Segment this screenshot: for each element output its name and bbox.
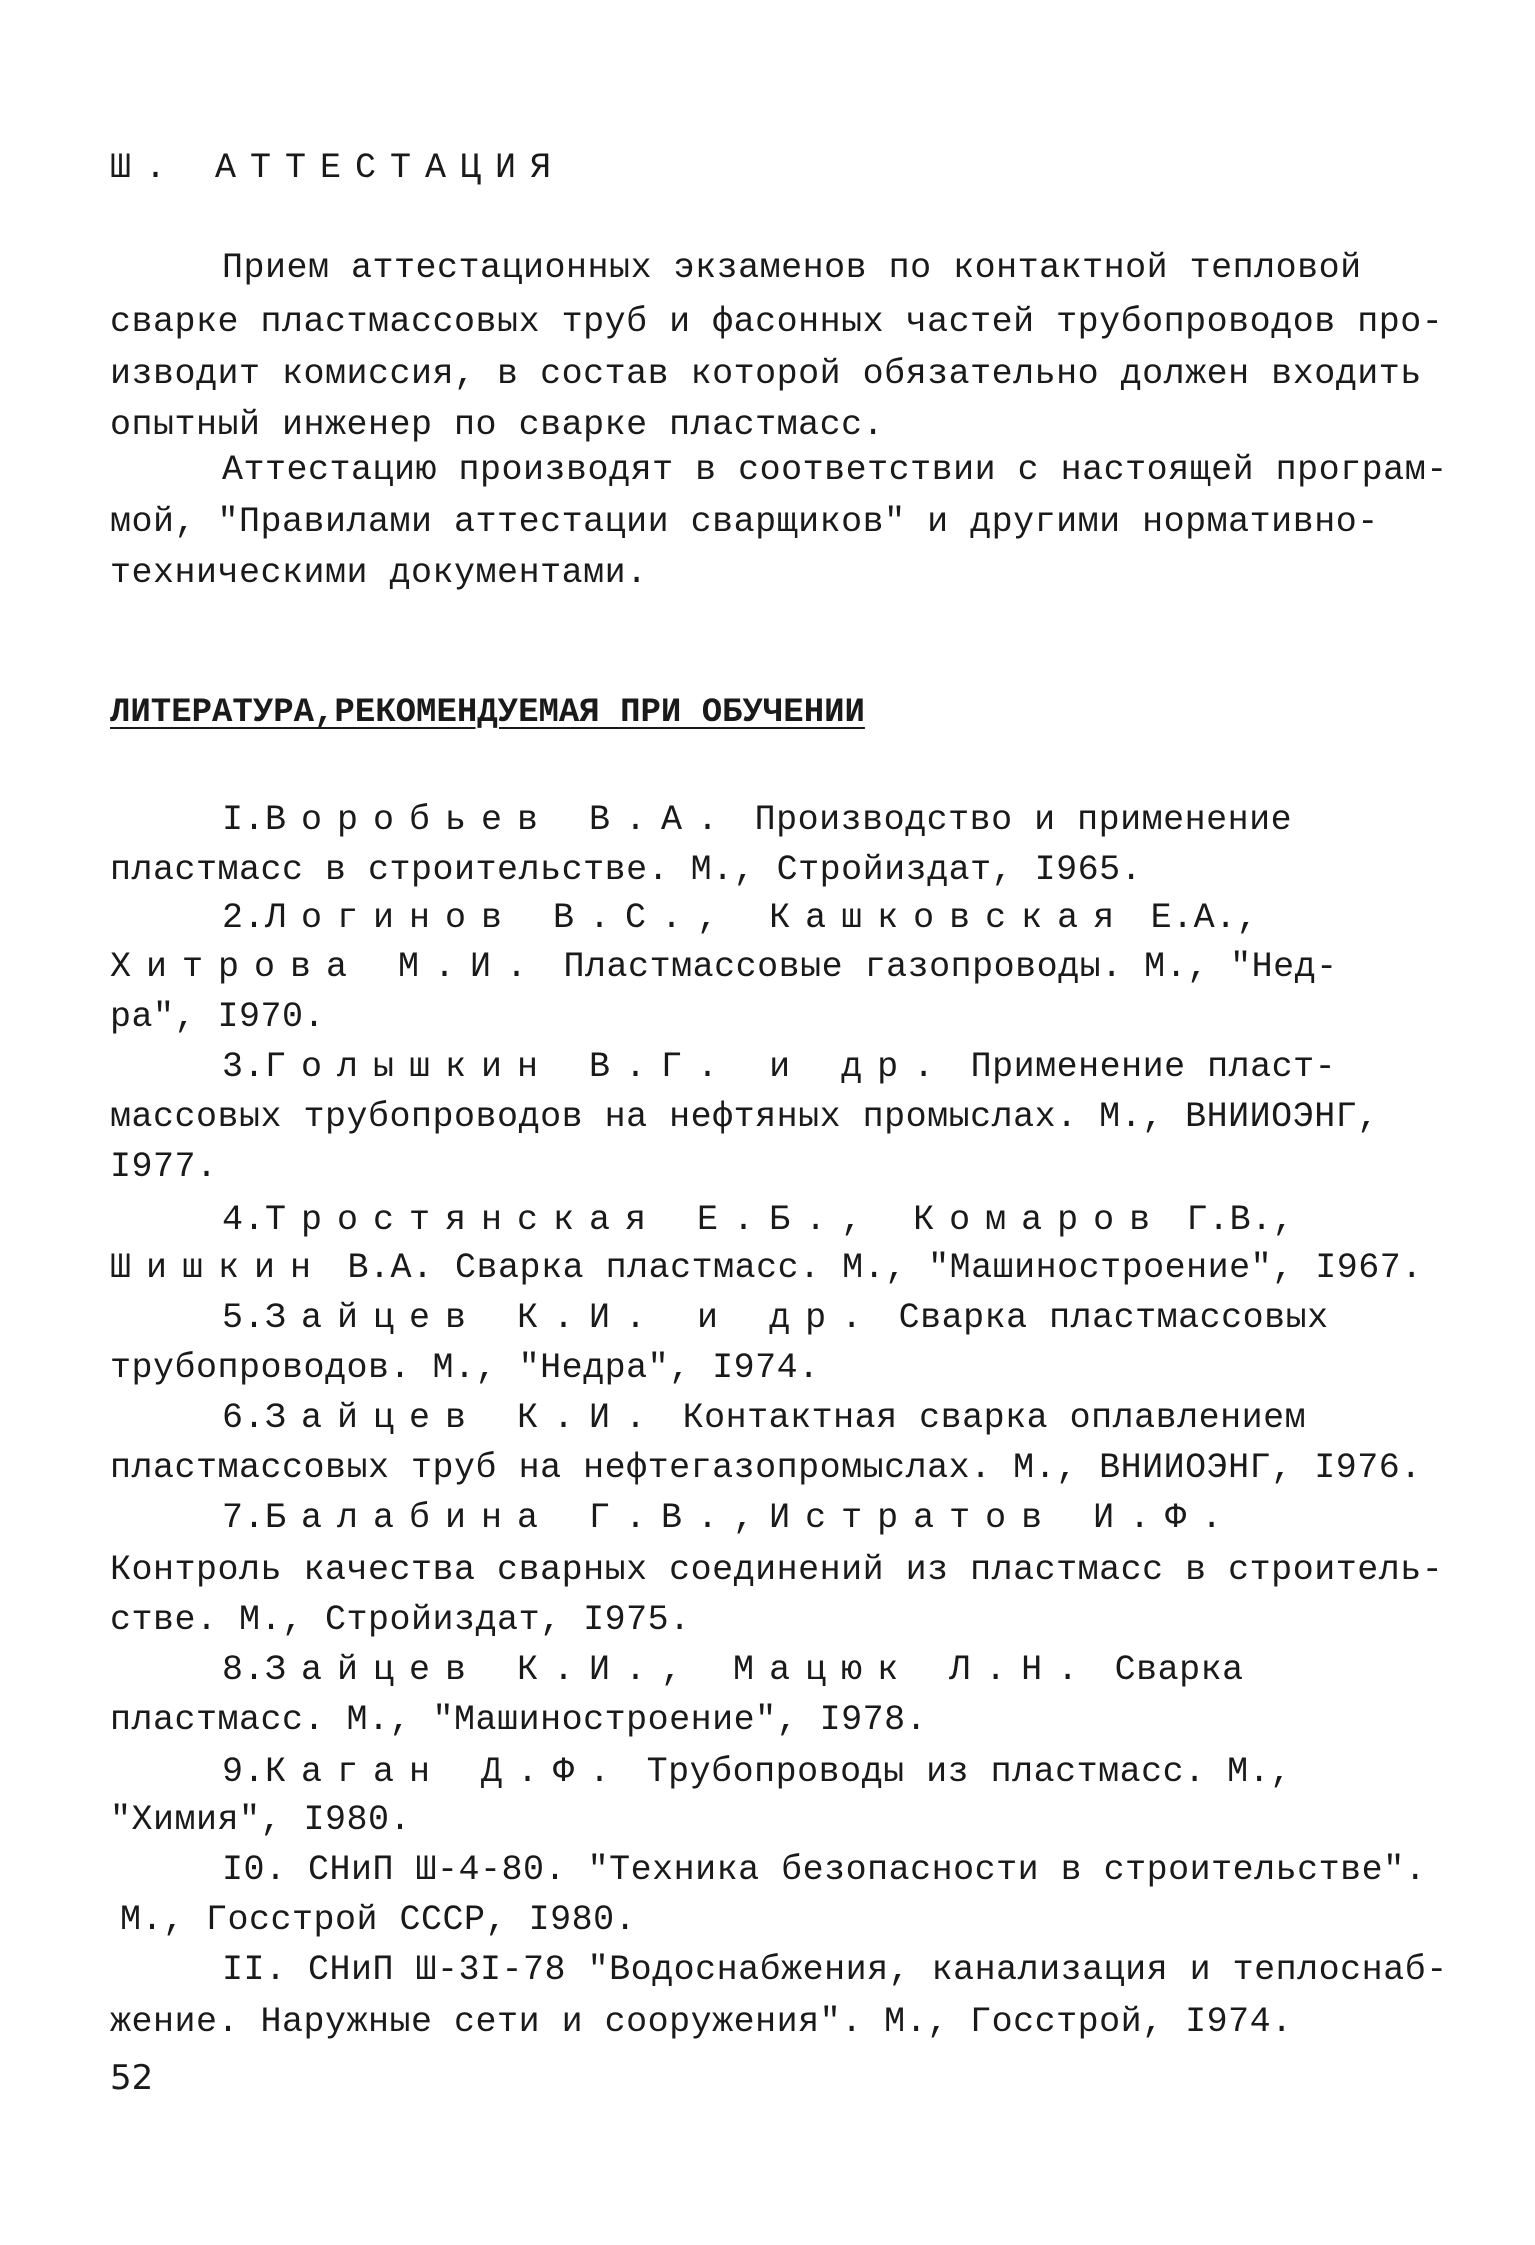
reference-line [222, 1498, 1237, 1538]
reference-line [110, 1448, 1422, 1488]
reference-line [110, 1600, 691, 1640]
section-heading: Ш. АТТЕСТАЦИЯ [110, 148, 566, 188]
reference-text: "Химия", I980. [110, 1800, 412, 1840]
reference-line [110, 1147, 218, 1187]
reference-text: массовых трубопроводов на нефтяных промыслах. М., ВНИИОЭНГ, [110, 1097, 1379, 1137]
reference-author: Голышкин В.Г. и др. [265, 1047, 950, 1087]
reference-number: 5. [222, 1298, 266, 1338]
reference-number: 4. [222, 1200, 266, 1240]
reference-text: I977. [110, 1147, 218, 1187]
reference-text: пластмасс в строительстве. М., Стройиздат, I965. [110, 850, 1143, 890]
reference-line [110, 1248, 1423, 1288]
reference-line [120, 1900, 636, 1940]
reference-text: жение. Наружные сети и сооружения". М., Госстрой, I974. [110, 2002, 1293, 2042]
reference-number: 7. [222, 1498, 266, 1538]
reference-line [110, 850, 1142, 890]
paragraph-line: изводит комиссия, в состав которой обязательно должен входить [110, 354, 1422, 394]
reference-author: Зайцев К.И. и др. [265, 1298, 878, 1338]
reference-line [222, 1398, 1306, 1438]
reference-number: II. [222, 1950, 287, 1990]
reference-line [110, 1550, 1443, 1590]
reference-number: I0. [222, 1850, 287, 1890]
reference-author: Балабина Г.В.,Истратов И.Ф. [265, 1498, 1238, 1538]
reference-text: Пластмассовые газопроводы. М., "Нед- [542, 947, 1338, 987]
reference-author: Логинов В.С., Кашковская [265, 898, 1130, 938]
paragraph-line: мой, "Правилами аттестации сварщиков" и другими нормативно- [110, 502, 1379, 542]
reference-text: В.А. Сварка пластмасс. М., "Машиностроение", I967. [326, 1248, 1423, 1288]
reference-author: Хитрова М.И. [110, 947, 543, 987]
reference-line [110, 1097, 1379, 1137]
reference-number: I. [222, 800, 266, 840]
reference-number: 6. [222, 1398, 266, 1438]
reference-text: М., Госстрой СССР, I980. [120, 1900, 637, 1940]
reference-text: пластмасс. М., "Машиностроение", I978. [110, 1700, 928, 1740]
reference-line [222, 1298, 1329, 1338]
reference-number: 2. [222, 898, 266, 938]
reference-author: Шишкин [110, 1248, 327, 1288]
page-number: 52 [110, 2058, 154, 2098]
reference-text: Применение пласт- [949, 1047, 1337, 1087]
reference-author: Зайцев К.И. [265, 1398, 662, 1438]
reference-number: 3. [222, 1047, 266, 1087]
paragraph-line: опытный инженер по сварке пластмасс. [110, 405, 885, 445]
reference-line [110, 997, 325, 1037]
reference-line [222, 800, 1292, 840]
reference-line [222, 1850, 1426, 1890]
reference-text: Е.А., [1129, 898, 1259, 938]
reference-line [110, 1800, 411, 1840]
reference-text: стве. М., Стройиздат, I975. [110, 1600, 691, 1640]
reference-line [110, 1348, 820, 1388]
reference-author: Тростянская Е.Б., Комаров [265, 1200, 1166, 1240]
reference-number: 9. [222, 1752, 266, 1792]
reference-number: 8. [222, 1650, 266, 1690]
reference-text: Контактная сварка оплавлением [661, 1398, 1307, 1438]
paragraph-line: техническими документами. [110, 553, 648, 593]
reference-author: Воробьев В.А. [265, 800, 734, 840]
reference-line [222, 1200, 1294, 1240]
reference-line [110, 947, 1338, 987]
reference-text: трубопроводов. М., "Недра", I974. [110, 1348, 820, 1388]
reference-text: Производство и применение [733, 800, 1293, 840]
reference-line [110, 1700, 927, 1740]
literature-heading: ЛИТЕРАТУРА,РЕКОМЕНДУЕМАЯ ПРИ ОБУЧЕНИИ [110, 694, 865, 732]
paragraph-line: Прием аттестационных экзаменов по контактной тепловой [222, 248, 1362, 288]
reference-line [222, 1752, 1292, 1792]
reference-text: Сварка пластмассовых [877, 1298, 1329, 1338]
reference-text: Сварка [1093, 1650, 1244, 1690]
reference-text: Трубопроводы из пластмасс. М., [625, 1752, 1292, 1792]
reference-text: Г.В., [1165, 1200, 1295, 1240]
reference-line [222, 898, 1258, 938]
reference-text: Контроль качества сварных соединений из пластмасс в строитель- [110, 1550, 1444, 1590]
reference-author: Каган Д.Ф. [265, 1752, 626, 1792]
reference-line [222, 1047, 1336, 1087]
reference-text: СНиП Ш-4-80. "Техника безопасности в строительстве". [286, 1850, 1427, 1890]
paragraph-line: Аттестацию производят в соответствии с настоящей програм- [222, 450, 1448, 490]
paragraph-line: сварке пластмассовых труб и фасонных частей трубопроводов про- [110, 302, 1444, 342]
reference-text: пластмассовых труб на нефтегазопромыслах. М., ВНИИОЭНГ, I976. [110, 1448, 1422, 1488]
reference-line [110, 2002, 1293, 2042]
reference-author: Зайцев К.И., Мацюк Л.Н. [265, 1650, 1094, 1690]
reference-text: ра", I970. [110, 997, 326, 1037]
reference-line [222, 1650, 1244, 1690]
reference-line [222, 1950, 1448, 1990]
reference-text: СНиП Ш-3I-78 "Водоснабжения, канализация и теплоснаб- [286, 1950, 1448, 1990]
